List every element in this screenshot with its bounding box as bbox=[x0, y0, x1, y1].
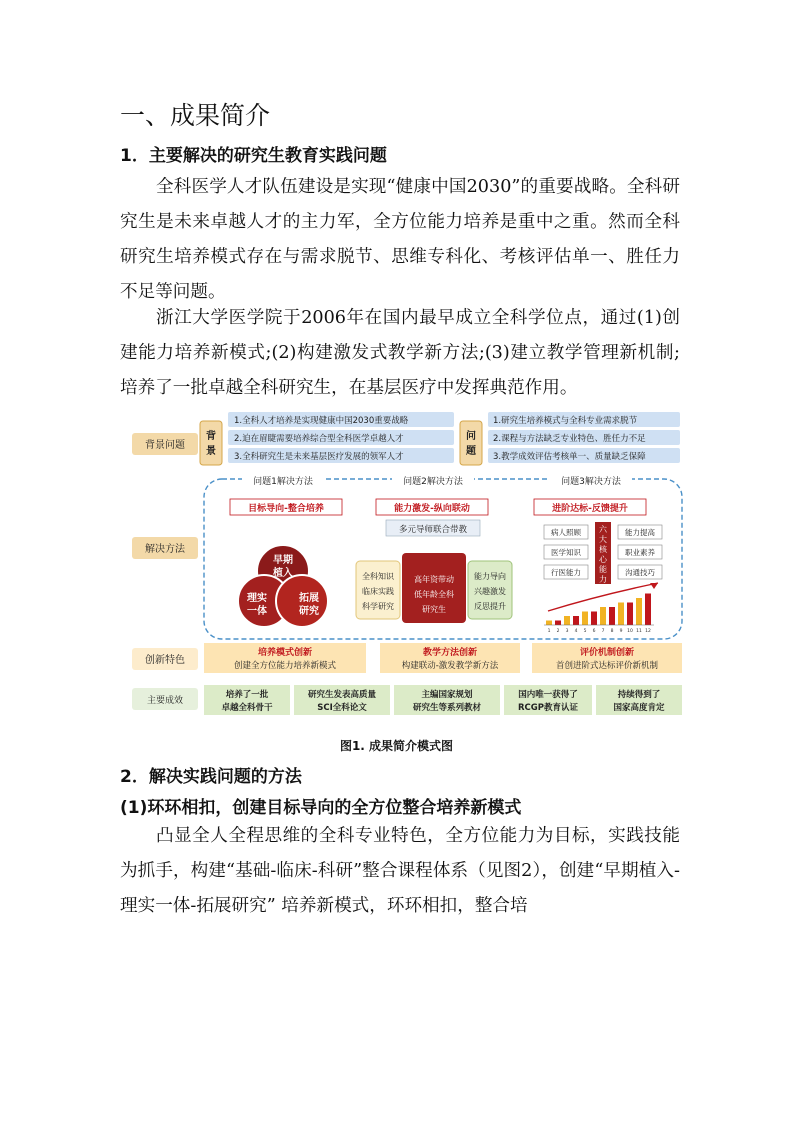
achievement-2-line1: 研究生发表高质量 bbox=[307, 690, 377, 700]
m3-bar-chart bbox=[544, 594, 654, 635]
bg-items bbox=[228, 412, 454, 463]
m3-left-3: 行医能力 bbox=[551, 568, 581, 577]
m3-center-char: 力 bbox=[599, 575, 607, 584]
m3-bar-tick: 8 bbox=[610, 629, 614, 634]
subsection-2-title: 2．解决实践问题的方法 bbox=[120, 767, 302, 787]
m3-bar bbox=[564, 616, 570, 625]
method-header-3: 问题3解决方法 bbox=[561, 477, 621, 487]
m3-center-char: 核 bbox=[599, 545, 607, 554]
m1-title: 目标导向-整合培养 bbox=[248, 504, 324, 514]
achievement-2-line2: SCI全科论文 bbox=[317, 703, 367, 713]
m3-bar-tick: 5 bbox=[583, 629, 587, 634]
innovations bbox=[204, 643, 682, 673]
section-title: 一、成果简介 bbox=[120, 101, 271, 130]
achievement-4-line2: RCGP教育认证 bbox=[518, 703, 578, 713]
m3-left-1: 病人照顾 bbox=[551, 528, 581, 537]
innovation-text-1: 创建全方位能力培养新模式 bbox=[233, 661, 337, 671]
innovation-title-1: 培养模式创新 bbox=[257, 648, 313, 658]
m3-bar bbox=[573, 616, 579, 625]
m3-bar bbox=[618, 603, 624, 626]
row-label-innovation: 创新特色 bbox=[145, 655, 185, 666]
subsection-2-1-title: (1)环环相扣，创建目标导向的全方位整合培养新模式 bbox=[120, 798, 522, 818]
row-label-method: 解决方法 bbox=[145, 544, 185, 555]
achievement-5-line2: 国家高度肯定 bbox=[613, 703, 665, 713]
subsection-1-title: 1．主要解决的研究生教育实践问题 bbox=[120, 146, 387, 166]
issue-tag-char1: 问 bbox=[466, 431, 476, 442]
m3-bar-tick: 12 bbox=[645, 629, 651, 634]
m1-left: 理实 bbox=[247, 593, 267, 604]
m3-bar bbox=[582, 612, 588, 626]
m2-left-1: 全科知识 bbox=[362, 572, 394, 581]
m2-center-1: 高年资带动 bbox=[414, 575, 454, 584]
bg-item-3: 3.全科研究生是未来基层医疗发展的领军人才 bbox=[234, 452, 404, 462]
bg-tag-box bbox=[200, 421, 222, 465]
m2-center-2: 低年龄全科 bbox=[414, 590, 454, 599]
m3-title: 进阶达标-反馈提升 bbox=[552, 504, 628, 514]
m3-trend-arrowhead bbox=[650, 583, 658, 589]
m2-sub: 多元导师联合带教 bbox=[398, 525, 468, 535]
m3-center-char: 能 bbox=[599, 565, 607, 574]
issue-tag-char2: 题 bbox=[466, 446, 476, 457]
m2-right-3: 反思提升 bbox=[474, 602, 506, 611]
innovation-title-2: 教学方法创新 bbox=[422, 648, 478, 658]
paragraph-2: 浙江大学医学院于2006年在国内最早成立全科学位点，通过(1)创建能力培养新模式;(2)构建激发式教学新方法;(3)建立教学管理新机制;培养了一批卓越全科研究生，在基层医疗中发挥典范作用。 bbox=[120, 308, 680, 398]
m3-bar bbox=[609, 607, 615, 625]
m2-right-2: 兴趣激发 bbox=[474, 587, 506, 596]
innovation-text-2: 构建联动-激发教学新方法 bbox=[401, 661, 499, 671]
figure-caption: 图1. 成果简介模式图 bbox=[339, 739, 454, 753]
m3-right-1: 能力提高 bbox=[625, 528, 655, 537]
row-label-background: 背景问题 bbox=[145, 440, 185, 451]
m1-right-2: 研究 bbox=[299, 606, 319, 617]
m3-center-char: 六 bbox=[599, 525, 607, 534]
m3-bar-tick: 6 bbox=[592, 629, 596, 634]
m3-bar bbox=[645, 594, 651, 626]
m3-bar-tick: 7 bbox=[601, 629, 605, 634]
innovation-text-3: 首创进阶式达标评价新机制 bbox=[555, 661, 659, 671]
row-label-achievement: 主要成效 bbox=[146, 696, 184, 706]
issue-item-1: 1.研究生培养模式与全科专业需求脱节 bbox=[493, 416, 638, 426]
achievement-3-line2: 研究生等系列教材 bbox=[412, 703, 482, 713]
m3-center-char: 心 bbox=[599, 555, 607, 564]
achievements bbox=[204, 685, 682, 715]
m1-left-2: 一体 bbox=[247, 606, 267, 617]
m3-bar bbox=[591, 612, 597, 626]
method-header-2: 问题2解决方法 bbox=[403, 477, 463, 487]
m2-title: 能力激发-纵向联动 bbox=[394, 504, 470, 514]
m3-right-3: 沟通技巧 bbox=[625, 568, 655, 577]
m2-left-2: 临床实践 bbox=[362, 587, 394, 596]
m3-bar bbox=[600, 607, 606, 625]
m2-right-1: 能力导向 bbox=[474, 572, 506, 581]
issue-tag-box bbox=[460, 421, 482, 465]
m2-left-3: 科学研究 bbox=[362, 602, 394, 611]
m3-bar-tick: 4 bbox=[574, 629, 578, 634]
bg-item-1: 1.全科人才培养是实现健康中国2030重要战略 bbox=[234, 416, 409, 426]
bg-item-2: 2.迫在眉睫需要培养综合型全科医学卓越人才 bbox=[234, 434, 404, 444]
m3-bar-tick: 3 bbox=[565, 629, 569, 634]
m1-top-2: 植入 bbox=[273, 568, 293, 579]
m3-bar-tick: 2 bbox=[556, 629, 560, 634]
issue-items bbox=[488, 412, 680, 463]
m3-bar bbox=[555, 621, 561, 626]
m3-bar bbox=[546, 621, 552, 626]
m2-center-3: 研究生 bbox=[422, 605, 446, 614]
m3-bar-tick: 1 bbox=[547, 629, 551, 634]
m3-left-2: 医学知识 bbox=[551, 548, 581, 557]
achievement-1-line1: 培养了一批 bbox=[225, 690, 269, 700]
issue-item-3: 3.教学成效评估考核单一、质量缺乏保障 bbox=[493, 452, 646, 462]
m3-center-char: 大 bbox=[599, 535, 607, 544]
m1-top: 早期 bbox=[273, 555, 293, 566]
m3-bar-tick: 10 bbox=[627, 629, 633, 634]
achievement-1-line2: 卓越全科骨干 bbox=[221, 703, 273, 713]
m3-bar bbox=[636, 598, 642, 625]
m3-right-2: 职业素养 bbox=[625, 548, 655, 557]
m3-bar-tick: 11 bbox=[636, 629, 642, 634]
paragraph-1: 全科医学人才队伍建设是实现“健康中国2030”的重要战略。全科研究生是未来卓越人才的主力军，全方位能力培养是重中之重。然而全科研究生培养模式存在与需求脱节、思维专科化、考核评估单一、胜任力不足等问题。 bbox=[120, 177, 680, 302]
m3-bar-tick: 9 bbox=[619, 629, 623, 634]
achievement-3-line1: 主编国家规划 bbox=[421, 690, 473, 700]
m1-right: 拓展 bbox=[299, 593, 319, 604]
achievement-4-line1: 国内唯一获得了 bbox=[518, 690, 578, 700]
bg-tag-char1: 背 bbox=[206, 431, 216, 442]
innovation-title-3: 评价机制创新 bbox=[579, 648, 635, 658]
method-header-1: 问题1解决方法 bbox=[253, 477, 313, 487]
bg-tag-char2: 景 bbox=[206, 446, 216, 457]
m3-bar bbox=[627, 603, 633, 626]
issue-item-2: 2.课程与方法缺乏专业特色、胜任力不足 bbox=[493, 434, 646, 444]
figure-model-diagram bbox=[130, 403, 685, 725]
achievement-5-line1: 持续得到了 bbox=[617, 690, 661, 700]
paragraph-3: 凸显全人全程思维的全科专业特色，全方位能力为目标，实践技能为抓手，构建“基础-临床-科研”整合课程体系（见图2），创建“早期植入-理实一体-拓展研究” 培养新模式，环环相扣，整合培 bbox=[120, 826, 680, 916]
